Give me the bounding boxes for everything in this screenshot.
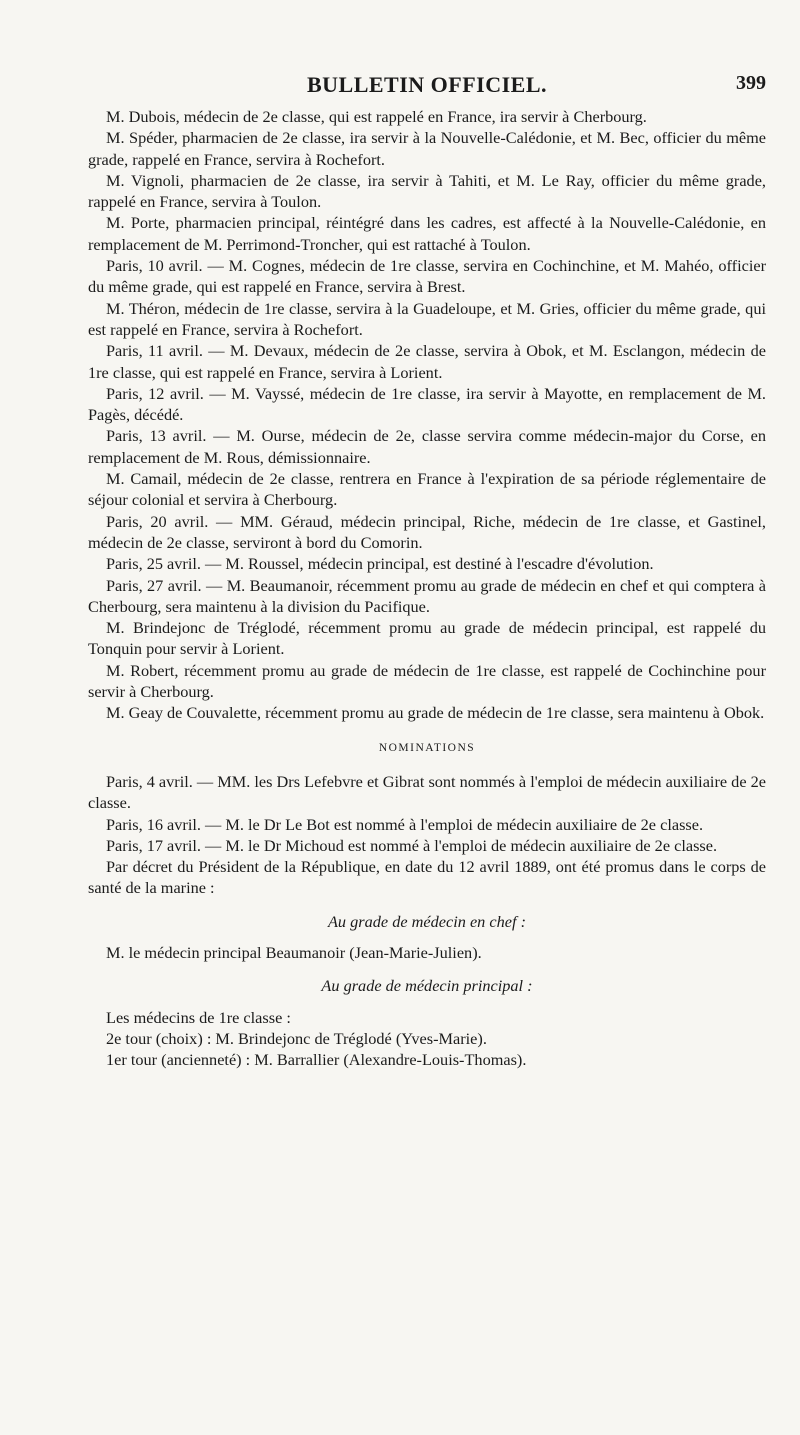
paragraph-7: Paris, 11 avril. — M. Devaux, médecin de 2e classe, servira à Obok, et M. Esclangon, médecin de 1re classe, qui est rappelé en France, servira à Lorient. <box>88 341 766 382</box>
paragraph-16: M. Geay de Couvalette, récemment promu au grade de médecin de 1re classe, sera maintenu à Obok. <box>106 703 765 723</box>
paragraph-4: M. Porte, pharmacien principal, réintégré dans les cadres, est affecté à la Nouvelle-Calédonie, en remplacement de M. Perrimond-Troncher, qui est rattaché à Toulon. <box>88 213 766 254</box>
paragraph-14: M. Brindejonc de Tréglodé, récemment promu au grade de médecin principal, est rappelé du Tonquin pour servir à Lorient. <box>88 618 766 659</box>
document-page <box>88 72 766 1070</box>
body-text <box>88 106 766 1070</box>
grade-principal-heading: Au grade de médecin principal : <box>321 976 533 996</box>
paragraph-13: Paris, 27 avril. — M. Beaumanoir, récemment promu au grade de médecin en chef et qui comptera à Cherbourg, sera maintenu à la division du Pacifique. <box>88 575 766 616</box>
nomination-paragraph-2: Paris, 16 avril. — M. le Dr Le Bot est nommé à l'emploi de médecin auxiliaire de 2e classe. <box>106 814 704 834</box>
paragraph-11: Paris, 20 avril. — MM. Géraud, médecin principal, Riche, médecin de 1re classe, et Gastinel, médecin de 2e classe, serviront à bord du Comorin. <box>88 511 766 552</box>
grade-principal-line-1: Les médecins de 1re classe : <box>106 1007 291 1027</box>
paragraph-6: M. Théron, médecin de 1re classe, servira à la Guadeloupe, et M. Gries, officier du même grade, qui est rappelé en France, servira à Rochefort. <box>88 298 766 339</box>
paragraph-8: Paris, 12 avril. — M. Vayssé, médecin de 1re classe, ira servir à Mayotte, en remplacement de M. Pagès, décédé. <box>88 383 766 425</box>
nomination-paragraph-3: Paris, 17 avril. — M. le Dr Michoud est nommé à l'emploi de médecin auxiliaire de 2e classe. <box>106 835 718 855</box>
nominations-heading: NOMINATIONS <box>378 741 476 754</box>
nomination-paragraph-1: Paris, 4 avril. — MM. les Drs Lefebvre et Gibrat sont nommés à l'emploi de médecin auxiliaire de 2e classe. <box>88 771 766 813</box>
paragraph-5: Paris, 10 avril. — M. Cognes, médecin de 1re classe, servira en Cochinchine, et M. Mahéo, officier du même grade, qui est rappelé en France, servira à Brest. <box>88 256 766 297</box>
paragraph-1: M. Dubois, médecin de 2e classe, qui est rappelé en France, ira servir à Cherbourg. <box>106 107 647 126</box>
grade-principal-line-2: 2e tour (choix) : M. Brindejonc de Tréglodé (Yves-Marie). <box>106 1028 487 1048</box>
paragraph-15: M. Robert, récemment promu au grade de médecin de 1re classe, est rappelé de Cochinchine pour servir à Cherbourg. <box>88 660 766 702</box>
decree-paragraph: Par décret du Président de la République, en date du 12 avril 1889, ont été promus dans le corps de santé de la marine : <box>88 857 766 898</box>
paragraph-9: Paris, 13 avril. — M. Ourse, médecin de 2e, classe servira comme médecin-major du Corse, en remplacement de M. Rous, démissionnaire. <box>88 426 766 467</box>
grade-chef-line: M. le médecin principal Beaumanoir (Jean-Marie-Julien). <box>106 942 482 962</box>
paragraph-2: M. Spéder, pharmacien de 2e classe, ira servir à la Nouvelle-Calédonie, et M. Bec, officier du même grade, rappelé en France, servira à Rochefort. <box>88 128 766 169</box>
paragraph-10: M. Camail, médecin de 2e classe, rentrera en France à l'expiration de sa période réglementaire de séjour colonial et servira à Cherbourg. <box>88 469 766 510</box>
running-title: BULLETIN OFFICIEL. <box>306 72 548 97</box>
grade-chef-heading: Au grade de médecin en chef : <box>327 911 526 931</box>
page-number: 399 <box>736 72 766 94</box>
paragraph-3: M. Vignoli, pharmacien de 2e classe, ira servir à Tahiti, et M. Le Ray, officier du même grade, rappelé en France, servira à Toulon. <box>88 170 766 212</box>
grade-principal-line-3: 1er tour (ancienneté) : M. Barrallier (Alexandre-Louis-Thomas). <box>106 1050 527 1070</box>
paragraph-12: Paris, 25 avril. — M. Roussel, médecin principal, est destiné à l'escadre d'évolution. <box>106 554 654 574</box>
page-header <box>88 72 766 106</box>
